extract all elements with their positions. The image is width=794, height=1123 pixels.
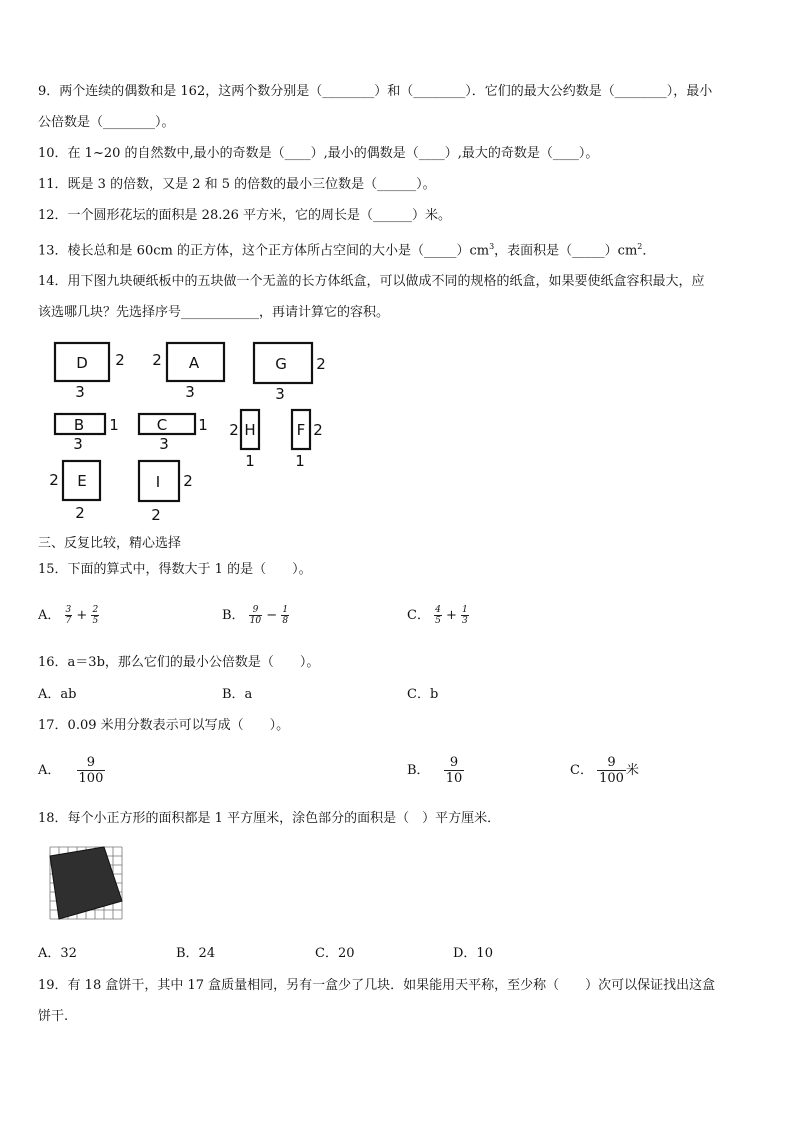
board-B-label: B <box>73 416 85 434</box>
q17-option-b[interactable] <box>407 755 464 786</box>
question-14 <box>38 266 758 328</box>
question-15: 15．下面的算式中，得数大于 1 的是（ ）。 <box>38 562 312 577</box>
board-F-label: F <box>296 421 306 439</box>
board-A-label: A <box>188 354 200 372</box>
q17-a-den: 100 <box>78 771 104 786</box>
q15-a-den-2: 5 <box>92 616 99 626</box>
q17-b-label: B． <box>407 763 430 778</box>
section-3-title: 三、反复比较，精心选择 <box>38 536 182 551</box>
q15-c-op: + <box>445 608 457 623</box>
q16-option-b[interactable]: B．a <box>222 687 253 702</box>
board-D-height: 2 <box>115 351 125 369</box>
q18-option-a[interactable]: A．32 <box>38 946 77 961</box>
q13-mid: ，表面积是（_____）cm <box>494 243 638 259</box>
q17-option-a[interactable] <box>38 755 105 786</box>
board-B-height: 1 <box>109 416 119 434</box>
q13-sup-2: 2 <box>637 242 643 251</box>
q17-c-num: 9 <box>597 755 626 771</box>
q14-line2: 该选哪几块？先选择序号____________，再请计算它的容积。 <box>38 305 390 320</box>
q15-c-den-2: 3 <box>462 616 468 626</box>
board-D <box>55 343 125 401</box>
board-H-label: H <box>244 421 256 439</box>
q17-a-label: A． <box>38 763 61 778</box>
q18-option-d[interactable]: D．10 <box>453 946 493 961</box>
question-12: 12．一个圆形花坛的面积是 28.26 平方米，它的周长是（______）米。 <box>38 208 452 223</box>
question-17: 17．0.09 米用分数表示可以写成（ ）。 <box>38 718 290 733</box>
q16-option-a[interactable]: A．ab <box>38 687 77 702</box>
q15-a-num-2: 2 <box>92 605 99 615</box>
q15-a-op: + <box>76 608 88 623</box>
q9-line2: 公倍数是（________）。 <box>38 115 175 130</box>
q15-b-op: − <box>266 608 278 623</box>
board-B <box>55 414 119 453</box>
q15-b-label: B． <box>222 608 245 623</box>
q15-option-b[interactable] <box>222 605 289 626</box>
board-E-label: E <box>77 472 87 490</box>
q17-b-den: 10 <box>445 771 463 786</box>
board-A <box>152 343 224 401</box>
question-19 <box>38 970 758 1032</box>
q15-b-den-2: 8 <box>282 616 289 626</box>
board-G-label: G <box>275 355 287 373</box>
q15-c-frac-1 <box>434 605 442 626</box>
q15-option-a[interactable] <box>38 605 99 626</box>
q15-a-frac-2 <box>91 605 99 626</box>
board-I-width: 2 <box>151 506 161 524</box>
board-G-height: 2 <box>316 355 326 373</box>
board-I-height: 2 <box>183 472 193 490</box>
q15-c-num-1: 4 <box>435 605 441 615</box>
q18-option-b[interactable]: B．24 <box>176 946 216 961</box>
board-E-height: 2 <box>49 471 59 489</box>
board-A-height: 2 <box>152 351 162 369</box>
q15-a-num-1: 3 <box>65 605 72 615</box>
board-G <box>254 343 326 403</box>
shaded-square <box>50 847 122 919</box>
q15-b-num-2: 1 <box>282 605 289 615</box>
q15-b-den-1: 10 <box>249 616 262 626</box>
board-F-width: 1 <box>295 452 305 470</box>
cardboard-pieces-figure <box>40 335 340 530</box>
q15-b-frac-1 <box>249 605 262 626</box>
board-F <box>292 410 323 470</box>
q17-a-num: 9 <box>77 755 106 771</box>
board-I-label: I <box>155 473 161 491</box>
question-13 <box>38 239 655 259</box>
board-F-height: 2 <box>313 421 323 439</box>
question-10: 10．在 1~20 的自然数中,最小的奇数是（____）,最小的偶数是（____）,最大的奇数是（____）。 <box>38 146 599 161</box>
q16-option-c[interactable]: C．b <box>407 687 439 702</box>
q17-c-den: 100 <box>599 771 624 786</box>
board-H-width: 1 <box>245 452 255 470</box>
board-C <box>139 414 208 453</box>
board-D-label: D <box>76 354 88 372</box>
board-A-width: 3 <box>185 383 195 401</box>
q17-b-frac <box>444 755 465 786</box>
shaded-square-grid-figure <box>48 845 126 921</box>
q17-c-unit: 米 <box>625 763 639 778</box>
q15-b-num-1: 9 <box>249 605 262 616</box>
q14-line1: 14．用下图九块硬纸板中的五块做一个无盖的长方体纸盒，可以做成不同的规格的纸盒，如果要使纸盒容积最大，应 <box>38 274 705 289</box>
board-C-height: 1 <box>198 416 208 434</box>
q15-a-den-1: 7 <box>65 616 72 626</box>
q13-sup-1: 3 <box>489 242 495 251</box>
q17-c-frac <box>597 755 626 786</box>
board-D-width: 3 <box>75 383 85 401</box>
q13-end: ． <box>642 243 656 259</box>
q13-text: 13．棱长总和是 60cm 的正方体，这个正方体所占空间的大小是（_____）cm <box>38 243 490 259</box>
q15-option-c[interactable] <box>407 605 469 626</box>
board-E <box>49 461 100 522</box>
question-16: 16．a＝3b，那么它们的最小公倍数是（ ）。 <box>38 655 320 670</box>
board-H-height: 2 <box>229 421 239 439</box>
board-H <box>229 410 259 470</box>
question-11: 11．既是 3 的倍数，又是 2 和 5 的倍数的最小三位数是（______）。 <box>38 177 436 192</box>
question-9 <box>38 76 758 138</box>
board-C-width: 3 <box>159 435 169 453</box>
q15-c-den-1: 5 <box>435 616 441 626</box>
board-C-label: C <box>156 416 168 434</box>
q15-a-frac-1 <box>65 605 73 626</box>
board-G-width: 3 <box>275 385 285 403</box>
q19-line1: 19．有 18 盒饼干，其中 17 盒质量相同，另有一盒少了几块．如果能用天平称，至少称（ ）次可以保证找出这盒 <box>38 978 716 993</box>
q17-b-num: 9 <box>444 755 465 771</box>
q17-c-label: C． <box>570 763 593 778</box>
q15-b-frac-2 <box>281 605 289 626</box>
board-I <box>139 461 193 524</box>
q19-line2: 饼干. <box>38 1009 69 1024</box>
q17-a-frac <box>77 755 106 786</box>
q15-c-frac-2 <box>461 605 469 626</box>
board-B-width: 3 <box>73 435 83 453</box>
q15-c-num-2: 1 <box>462 605 468 615</box>
q18-option-c[interactable]: C．20 <box>315 946 355 961</box>
q15-a-label: A． <box>38 608 61 623</box>
q15-c-label: C． <box>407 608 430 623</box>
question-18: 18．每个小正方形的面积都是 1 平方厘米，涂色部分的面积是（ ）平方厘米． <box>38 811 501 826</box>
q17-option-c[interactable] <box>570 755 639 786</box>
q9-line1: 9．两个连续的偶数和是 162，这两个数分别是（________）和（________）．它们的最大公约数是（________），最小 <box>38 84 713 99</box>
board-E-width: 2 <box>75 504 85 522</box>
